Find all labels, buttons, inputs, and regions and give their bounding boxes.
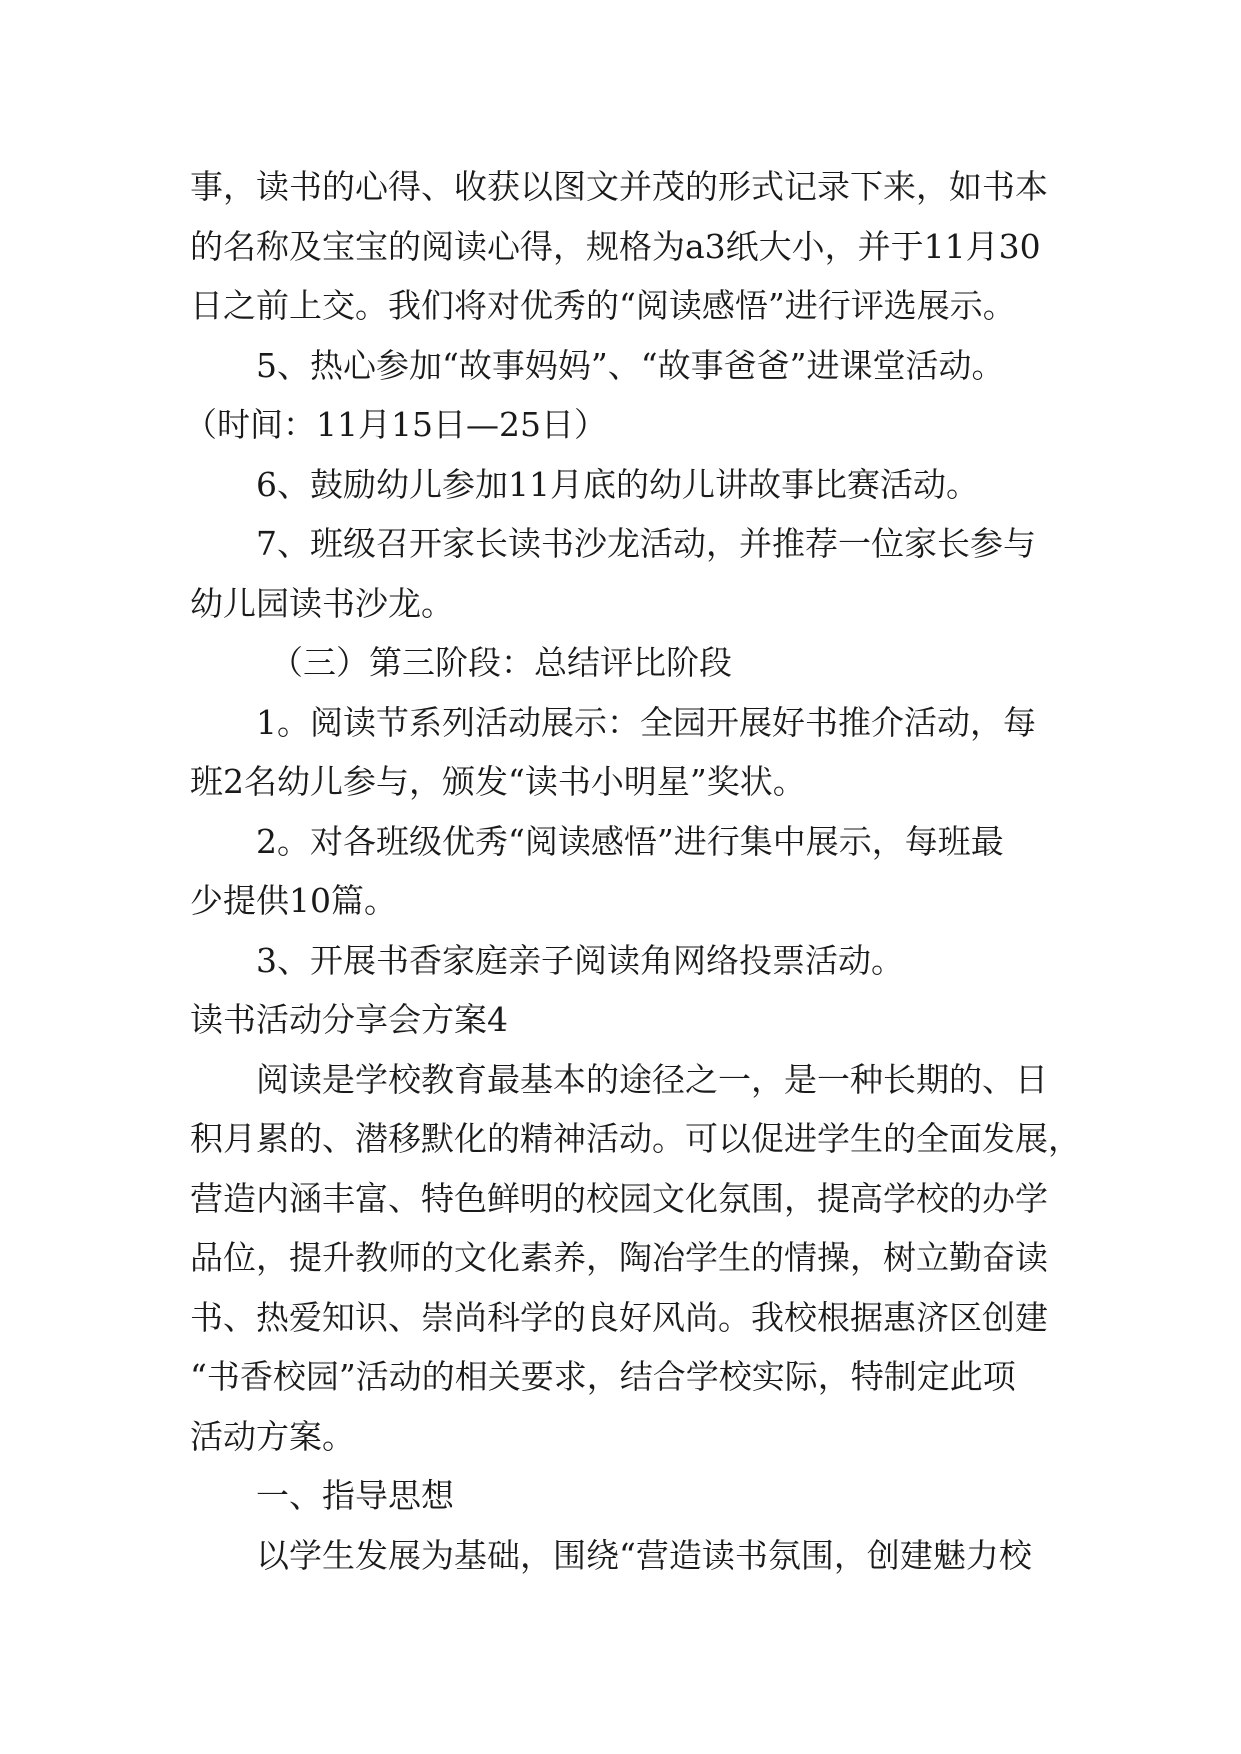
text-line: 活动方案。 bbox=[190, 1416, 355, 1456]
text-line: 少提供10篇。 bbox=[190, 881, 397, 920]
document-body bbox=[184, 157, 1081, 1585]
paragraph-start: 阅读是学校教育最基本的途径之一，是一种长期的、日 bbox=[256, 1059, 1048, 1099]
list-item-5: 5、热心参加“故事妈妈”、“故事爸爸”进课堂活动。 bbox=[256, 345, 1005, 385]
section-heading-stage-3: （三）第三阶段：总结评比阶段 bbox=[270, 643, 732, 682]
document-title: 读书活动分享会方案4 bbox=[190, 1000, 508, 1039]
paragraph-start: 以学生发展为基础，围绕“营造读书氛围，创建魅力校 bbox=[256, 1535, 1032, 1575]
text-line: 品位，提升教师的文化素养，陶冶学生的情操，树立勤奋读 bbox=[190, 1238, 1048, 1277]
text-line: 的名称及宝宝的阅读心得，规格为a3纸大小，并于11月30 bbox=[190, 226, 1041, 266]
section-heading-guiding-ideology: 一、指导思想 bbox=[256, 1476, 454, 1515]
text-line: 班2名幼儿参与，颁发“读书小明星”奖状。 bbox=[190, 762, 806, 801]
text-line-time-note: （时间：11月15日—25日） bbox=[184, 405, 607, 444]
text-line: 营造内涵丰富、特色鲜明的校园文化氛围，提高学校的办学 bbox=[190, 1178, 1048, 1218]
list-item-6: 6、鼓励幼儿参加11月底的幼儿讲故事比赛活动。 bbox=[256, 464, 979, 504]
list-item-7: 7、班级召开家长读书沙龙活动，并推荐一位家长参与 bbox=[256, 524, 1036, 563]
text-line: 积月累的、潜移默化的精神活动。可以促进学生的全面发展， bbox=[190, 1119, 1081, 1158]
text-line: 日之前上交。我们将对优秀的“阅读感悟”进行评选展示。 bbox=[190, 286, 1016, 325]
text-line: 书、热爱知识、崇尚科学的良好风尚。我校根据惠济区创建 bbox=[190, 1297, 1048, 1337]
text-line: “书香校园”活动的相关要求，结合学校实际，特制定此项 bbox=[190, 1357, 1016, 1396]
text-line: 事，读书的心得、收获以图文并茂的形式记录下来，如书本 bbox=[190, 167, 1048, 206]
list-item-3: 3、开展书香家庭亲子阅读角网络投票活动。 bbox=[256, 940, 904, 980]
text-line: 幼儿园读书沙龙。 bbox=[190, 583, 454, 623]
list-item-1: 1。阅读节系列活动展示：全园开展好书推介活动，每 bbox=[256, 702, 1036, 742]
list-item-2: 2。对各班级优秀“阅读感悟”进行集中展示，每班最 bbox=[256, 821, 1004, 861]
